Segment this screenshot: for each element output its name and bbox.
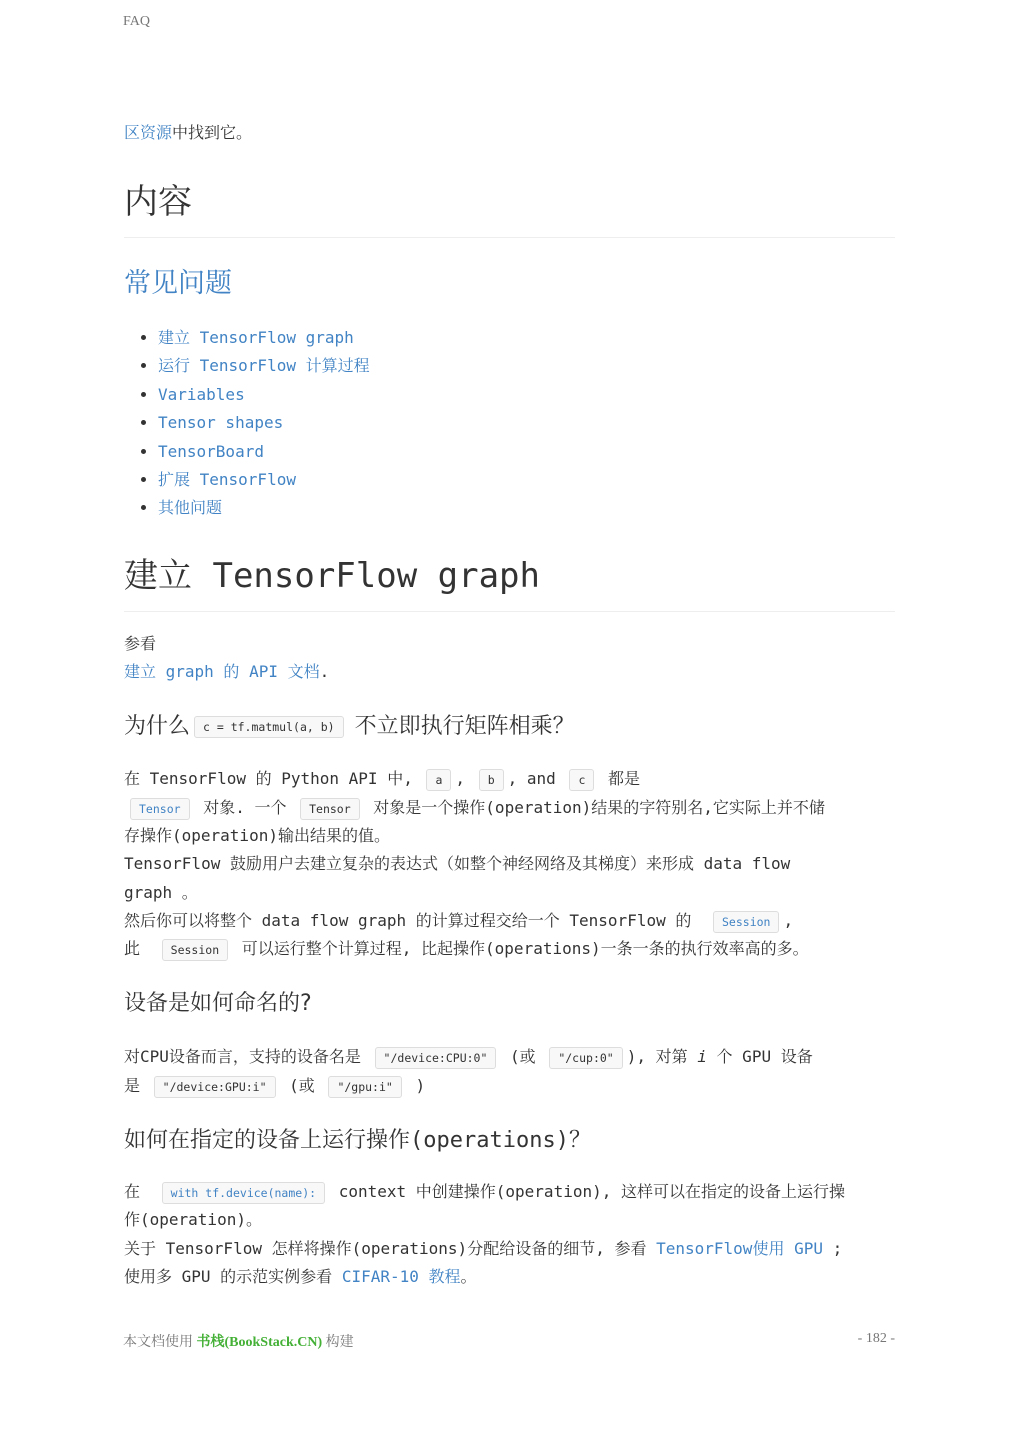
device-naming-heading: 设备是如何命名的? bbox=[124, 991, 312, 1016]
toc-item[interactable]: • 其他问题 bbox=[158, 494, 370, 522]
paragraph-line: 作(operation)。 bbox=[124, 1210, 262, 1229]
code-cup: "/cup:0" bbox=[549, 1047, 622, 1069]
intro-text: 中找到它。 bbox=[172, 123, 253, 142]
paragraph-line: Tensor 对象. 一个 Tensor 对象是一个操作(operation)结果的字符别名,它实际上并不储 bbox=[124, 796, 825, 820]
contents-heading: 内容 bbox=[124, 182, 192, 222]
paragraph-line: 关于 TensorFlow 怎样将操作(operations)分配给设备的细节, 参看 TensorFlow使用 GPU ; bbox=[124, 1239, 843, 1258]
paragraph-line: graph 。 bbox=[124, 883, 198, 902]
tensorflow-gpu-link[interactable]: TensorFlow使用 GPU bbox=[656, 1239, 823, 1258]
footer-credit bbox=[123, 1331, 354, 1351]
code-session: Session bbox=[162, 939, 228, 961]
code-a: a bbox=[426, 769, 451, 791]
paragraph-line: 在 with tf.device(name): context 中创建操作(operation), 这样可以在指定的设备上运行操 bbox=[124, 1180, 845, 1204]
toc-item[interactable]: • 运行 TensorFlow 计算过程 bbox=[158, 352, 370, 380]
toc-item[interactable]: • 扩展 TensorFlow bbox=[158, 466, 370, 494]
footer-prefix: 本文档使用 bbox=[123, 1335, 193, 1350]
toc-item[interactable]: • 建立 TensorFlow graph bbox=[158, 324, 370, 352]
running-header: FAQ bbox=[123, 14, 150, 29]
paragraph-line: TensorFlow 鼓励用户去建立复杂的表达式（如整个神经网络及其梯度）来形成 data flow bbox=[124, 854, 791, 873]
page-number: - 182 - bbox=[857, 1331, 895, 1346]
intro-line bbox=[124, 121, 252, 145]
bookstack-link[interactable]: 书栈(BookStack.CN) bbox=[196, 1335, 323, 1350]
toc-item[interactable]: • Variables bbox=[158, 381, 370, 409]
heading-divider bbox=[124, 237, 895, 238]
paragraph-line: 对CPU设备而言，支持的设备名是 "/device:CPU:0" (或 "/cup:0" ), 对第 i 个 GPU 设备 bbox=[124, 1045, 813, 1069]
faq-toc-list bbox=[124, 324, 370, 523]
paragraph-line: 存操作(operation)输出结果的值。 bbox=[124, 826, 390, 845]
code-device-cpu: "/device:CPU:0" bbox=[375, 1047, 497, 1069]
code-with-device-link[interactable]: with tf.device(name): bbox=[162, 1182, 325, 1204]
code-matmul: c = tf.matmul(a, b) bbox=[194, 716, 344, 738]
code-b: b bbox=[479, 769, 504, 791]
paragraph-line: 然后你可以将整个 data flow graph 的计算过程交给一个 TensorFlow 的 Session , bbox=[124, 909, 793, 933]
heading-divider bbox=[124, 611, 895, 612]
code-tensor-link[interactable]: Tensor bbox=[130, 798, 190, 820]
code-gpu: "/gpu:i" bbox=[328, 1076, 401, 1098]
question-matmul-heading bbox=[124, 712, 575, 742]
paragraph-line: 此 Session 可以运行整个计算过程, 比起操作(operations)一条一条的执行效率高的多。 bbox=[124, 937, 809, 961]
community-resources-link[interactable]: 区资源 bbox=[124, 123, 173, 142]
q-suffix: 不立即执行矩阵相乘？ bbox=[354, 714, 575, 739]
code-device-gpu: "/device:GPU:i" bbox=[154, 1076, 276, 1098]
build-graph-heading: 建立 TensorFlow graph bbox=[124, 556, 540, 596]
see-label: 参看 bbox=[124, 634, 157, 653]
period: . bbox=[319, 662, 330, 681]
toc-item[interactable]: • TensorBoard bbox=[158, 438, 370, 466]
footer-suffix: 构建 bbox=[325, 1335, 354, 1350]
faq-heading[interactable]: 常见问题 bbox=[124, 268, 232, 299]
code-tensor: Tensor bbox=[300, 798, 360, 820]
run-on-device-heading: 如何在指定的设备上运行操作(operations)？ bbox=[124, 1128, 591, 1153]
see-line bbox=[124, 660, 329, 684]
code-c: c bbox=[569, 769, 594, 791]
paragraph-line: 是 "/device:GPU:i" (或 "/gpu:i" ) bbox=[124, 1074, 425, 1098]
code-session-link[interactable]: Session bbox=[713, 911, 779, 933]
graph-api-doc-link[interactable]: 建立 graph 的 API 文档 bbox=[124, 662, 320, 681]
paragraph-line: 使用多 GPU 的示范实例参看 CIFAR-10 教程。 bbox=[124, 1267, 477, 1286]
var-i: i bbox=[697, 1047, 707, 1066]
q-prefix: 为什么 bbox=[124, 714, 191, 739]
toc-item[interactable]: • Tensor shapes bbox=[158, 409, 370, 437]
paragraph-line: 在 TensorFlow 的 Python API 中, a , b , and c 都是 bbox=[124, 767, 640, 791]
cifar10-tutorial-link[interactable]: CIFAR-10 教程 bbox=[341, 1267, 461, 1286]
